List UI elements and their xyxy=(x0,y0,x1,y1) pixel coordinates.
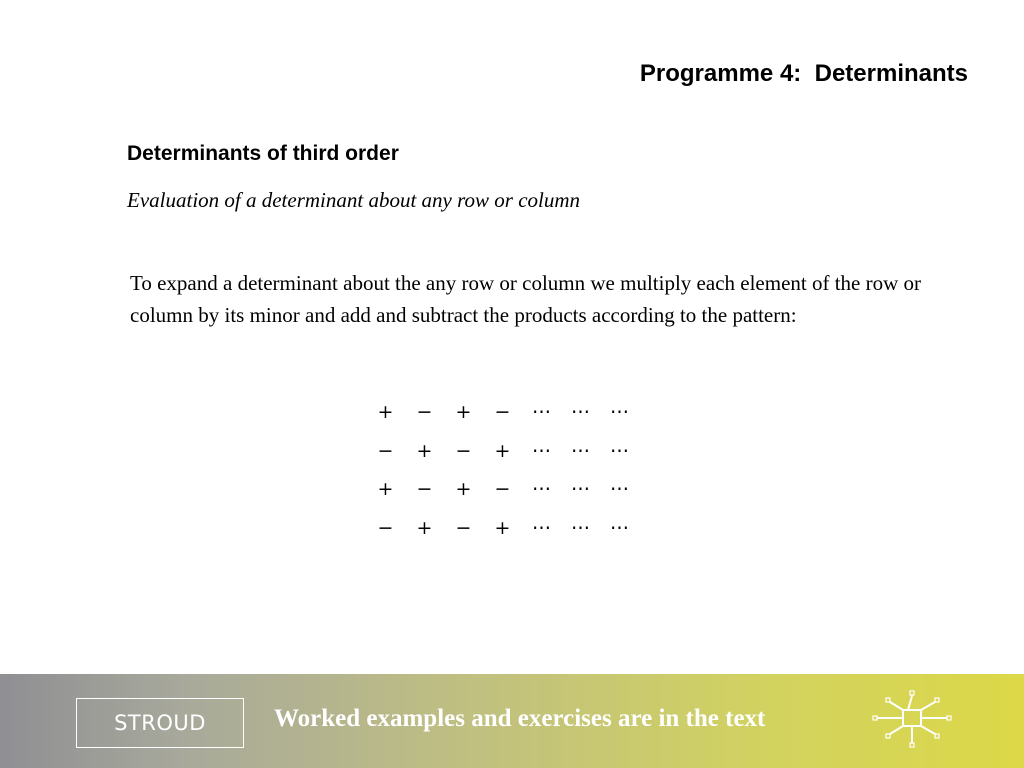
sign-cell: + xyxy=(494,439,511,462)
sign-pattern-row xyxy=(366,393,639,432)
sign-pattern-row xyxy=(366,432,639,471)
ellipsis-cell: ⋯ xyxy=(571,478,590,501)
programme-title: Programme 4: Determinants xyxy=(639,60,968,87)
footer-bar xyxy=(0,674,1024,768)
body-paragraph: To expand a determinant about the any row or column we multiply each element of the row or column by its minor and add and subtract the products according to the pattern: xyxy=(130,271,922,327)
sign-cell: + xyxy=(455,401,472,424)
sign-cell: − xyxy=(455,516,472,539)
ellipsis-cell: ⋯ xyxy=(532,439,551,462)
sign-cell: − xyxy=(377,516,394,539)
sign-cell: + xyxy=(416,439,433,462)
sign-cell: + xyxy=(377,401,394,424)
ellipsis-cell: ⋯ xyxy=(610,478,629,501)
sign-cell: − xyxy=(416,401,433,424)
ellipsis-cell: ⋯ xyxy=(532,516,551,539)
sign-cell: + xyxy=(416,516,433,539)
sign-cell: − xyxy=(494,478,511,501)
footer-note: Worked examples and exercises are in the text xyxy=(274,705,766,732)
ellipsis-cell: ⋯ xyxy=(571,401,590,424)
section-heading: Determinants of third order xyxy=(127,142,399,165)
brand-label: STROUD xyxy=(114,711,206,735)
sign-cell: − xyxy=(416,478,433,501)
sign-cell: − xyxy=(377,439,394,462)
sign-cell: + xyxy=(455,478,472,501)
ellipsis-cell: ⋯ xyxy=(610,439,629,462)
sign-cell: − xyxy=(455,439,472,462)
ellipsis-cell: ⋯ xyxy=(610,516,629,539)
sign-cell: + xyxy=(494,516,511,539)
sign-pattern-row xyxy=(366,509,639,548)
ellipsis-cell: ⋯ xyxy=(610,401,629,424)
ellipsis-cell: ⋯ xyxy=(571,516,590,539)
ellipsis-cell: ⋯ xyxy=(571,439,590,462)
ellipsis-cell: ⋯ xyxy=(532,478,551,501)
network-icon xyxy=(872,688,952,750)
sign-pattern-row xyxy=(366,470,639,509)
ellipsis-cell: ⋯ xyxy=(532,401,551,424)
sign-pattern-table xyxy=(366,393,639,547)
sign-cell: − xyxy=(494,401,511,424)
section-subheading: Evaluation of a determinant about any row or column xyxy=(127,188,581,212)
sign-cell: + xyxy=(377,478,394,501)
stroud-logo xyxy=(76,698,244,748)
